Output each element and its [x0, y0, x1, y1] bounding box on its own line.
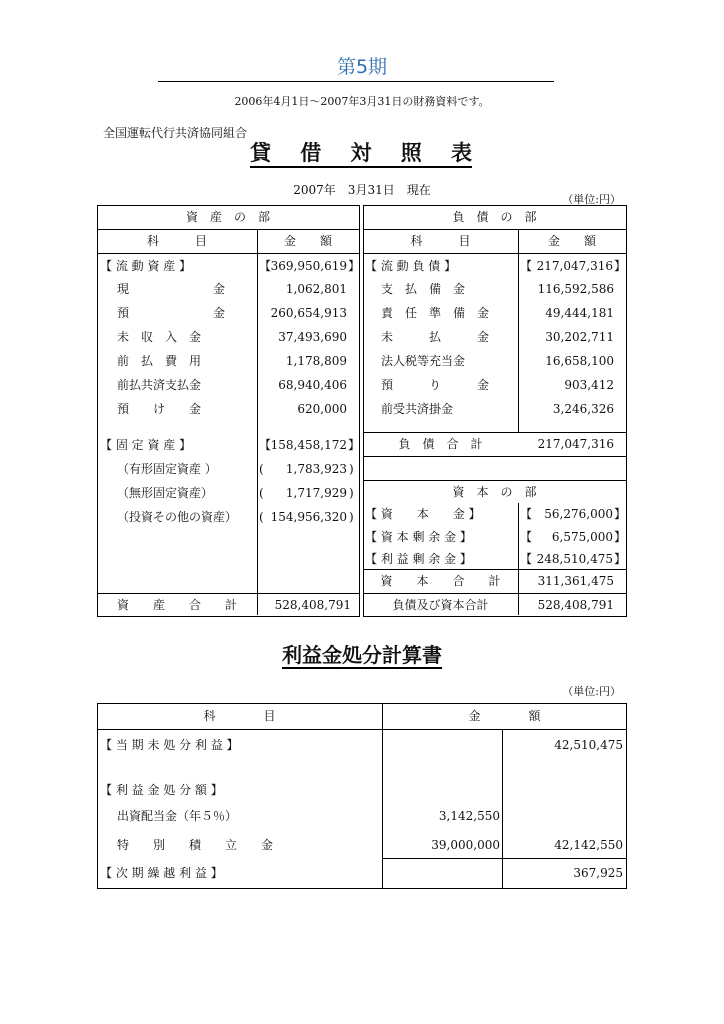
liability-item-value: 16,658,100: [545, 354, 614, 368]
liability-item-label: 前受共済掛金: [381, 402, 454, 416]
assets-total-label: 資 産 合 計: [116, 598, 237, 612]
equity-item-value: 6,575,000: [551, 530, 613, 544]
asset-item-value: 37,493,690: [278, 330, 347, 344]
assets-header: 資 産 の 部: [185, 210, 270, 224]
asset-item-label: 前払共済支払金: [117, 378, 202, 392]
liability-item-label: 法人税等充当金: [381, 354, 466, 368]
asset-item-label: 預 金: [117, 306, 226, 320]
asset-item-label: 預 け 金: [117, 402, 202, 416]
asset-item-label: 前 払 費 用: [117, 354, 202, 368]
liability-item-value: 116,592,586: [537, 282, 614, 296]
asset-item-label: 未 収 入 金: [117, 330, 202, 344]
equity-item-label: 【 資 本 剰 余 金 】: [365, 530, 472, 544]
balance-sheet-date: 2007年 3月31日 現在: [293, 183, 431, 197]
title-char: 借: [300, 140, 322, 165]
pl-col-item: 科 目: [203, 709, 276, 723]
title-char: 照: [400, 140, 422, 165]
title-char: 表: [451, 140, 472, 165]
equity-item-label: 【 資 本 金 】: [365, 507, 481, 521]
liabilities-total-value: 217,047,316: [537, 437, 614, 451]
unappropriated-profit-value: 42,510,475: [554, 738, 623, 752]
appropriation-total-value: 42,142,550: [554, 838, 623, 852]
title-char: 貸: [250, 140, 271, 165]
liabilities-header: 負 債 の 部: [452, 210, 537, 224]
reserve-label: 特 別 積 立 金: [117, 838, 274, 852]
title-divider: [158, 81, 554, 82]
profit-appropriation-title: [0, 642, 724, 668]
liability-item-label: 預 り 金: [381, 378, 490, 392]
current-assets-total: 369,950,619: [270, 259, 347, 273]
fixed-asset-label: （投資その他の資産）: [117, 510, 238, 524]
asset-item-value: 1,178,809: [285, 354, 347, 368]
fixed-asset-value: 1,783,923: [285, 462, 347, 476]
liabilities-col-amount: 金 額: [547, 234, 596, 248]
fixed-asset-label: （有形固定資産 ）: [117, 462, 217, 476]
fixed-asset-label: （無形固定資産）: [117, 486, 214, 500]
pl-col-amount: 金 額: [468, 709, 541, 723]
equity-total-label: 資 本 合 計: [380, 574, 501, 588]
liability-item-label: 責 任 準 備 金: [381, 306, 490, 320]
balance-sheet-table: 資 産 の 部 負 債 の 部 科 目 金 額 科 目 金 額 【 流 動 資 産 】 【 369,950,619 】 現 金 1,062,801 預 金 260,654,913 未 収 入 金 37,493,690 前 払 費 用 1,178,809 前払共済支払金 68,940,406 預 け 金 620,000 【 固 定 資 産 】 【 158,458,172 】 （有形固定資産 ） ( 1,783,923 ) （無形固定資産） ( 1,717,929 ) （投資その他の資産） ( 154,956,320 ) 資 産 合 計 528,408,791 【 流 動 負 債 】 【 217,047,316 】 支 払 備 金 116,592,586 責 任 準 備 金 49,444,181 未 払 金 30,202,711 法人税等充当金 16,658,100 預 り 金 903,412 前受共済掛金 3,246,326 負 債 合 計 217,047,316 資 本 の 部 【 資 本 金 】 【 56,276,000 】 【 資 本 剰 余 金 】 【 6,575,000 】 【 利 益 剰 余 金 】 【 248,510,475 】 資 本 合 計 311,361,475 負債及び資本合計 528,408,791: [97, 205, 627, 617]
current-liabilities-label: 【 流 動 負 債 】: [365, 259, 457, 273]
liability-item-value: 3,246,326: [552, 402, 614, 416]
balance-sheet-title: [250, 140, 472, 168]
profit-appropriation-title-text: 利益金処分計算書: [282, 643, 442, 667]
fiscal-period-note: 2006年4月1日～2007年3月31日の財務資料です。: [234, 95, 490, 108]
equity-total-value: 311,361,475: [537, 574, 614, 588]
asset-item-value: 260,654,913: [270, 306, 347, 320]
dividend-value: 3,142,550: [438, 809, 500, 823]
grand-total-label: 負債及び資本合計: [392, 598, 489, 612]
unit-label: （単位:円）: [562, 193, 621, 206]
profit-appropriation-table: [97, 703, 627, 889]
liability-item-label: 支 払 備 金: [381, 282, 466, 296]
equity-item-value: 56,276,000: [544, 507, 613, 521]
liabilities-total-label: 負 債 合 計: [398, 437, 483, 451]
asset-item-value: 1,062,801: [285, 282, 347, 296]
grand-total-value: 528,408,791: [537, 598, 614, 612]
title-char: 対: [350, 140, 372, 165]
assets-total-value: 528,408,791: [274, 598, 351, 612]
unit-label-2: （単位:円）: [562, 685, 621, 698]
fixed-assets-label: 【 固 定 資 産 】: [100, 438, 192, 452]
equity-header: 資 本 の 部: [452, 485, 537, 499]
equity-item-value: 248,510,475: [536, 552, 613, 566]
current-liabilities-total: 217,047,316: [536, 259, 613, 273]
organization-name: 全国運転代行共済協同組合: [103, 126, 248, 140]
assets-col-item: 科 目: [146, 234, 207, 248]
asset-item-value: 68,940,406: [278, 378, 347, 392]
liability-item-value: 903,412: [564, 378, 614, 392]
liabilities-col-item: 科 目: [410, 234, 471, 248]
current-assets-label: 【 流 動 資 産 】: [100, 259, 192, 273]
carryforward-value: 367,925: [573, 866, 623, 880]
carryforward-label: 【 次 期 繰 越 利 益 】: [100, 866, 223, 880]
fixed-asset-value: 154,956,320: [270, 510, 347, 524]
fixed-assets-total: 158,458,172: [270, 438, 347, 452]
reserve-value: 39,000,000: [431, 838, 500, 852]
equity-item-label: 【 利 益 剰 余 金 】: [365, 552, 472, 566]
assets-col-amount: 金 額: [283, 234, 332, 248]
fixed-asset-value: 1,717,929: [285, 486, 347, 500]
dividend-label: 出資配当金（年５％）: [117, 809, 238, 823]
liability-item-label: 未 払 金: [381, 330, 490, 344]
unappropriated-profit-label: 【 当 期 未 処 分 利 益 】: [100, 738, 239, 752]
liability-item-value: 49,444,181: [545, 306, 614, 320]
liability-item-value: 30,202,711: [545, 330, 614, 344]
asset-item-value: 620,000: [297, 402, 347, 416]
period-title: 第5期: [336, 56, 388, 78]
appropriation-label: 【 利 益 金 処 分 額 】: [100, 783, 223, 797]
asset-item-label: 現 金: [117, 282, 226, 296]
